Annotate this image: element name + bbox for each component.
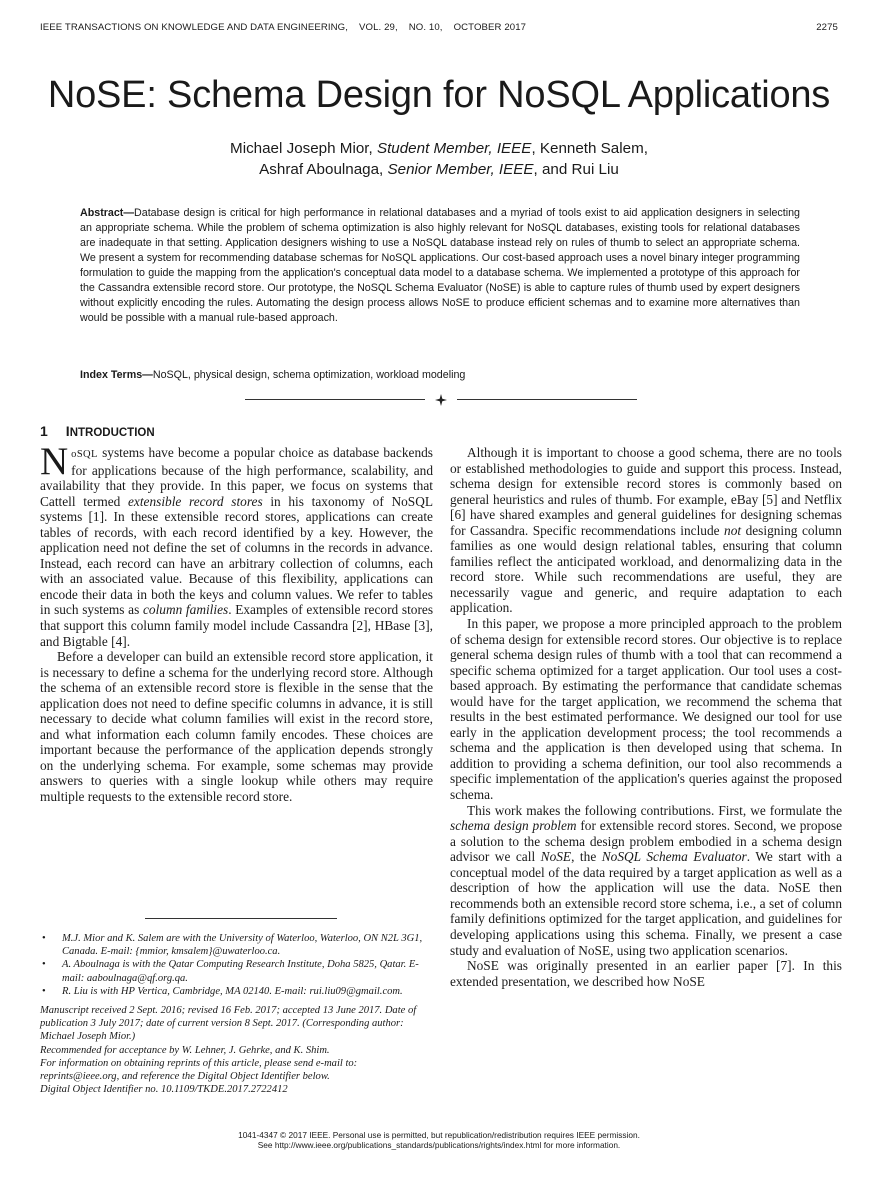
index-terms-text: NoSQL, physical design, schema optimization, workload modeling xyxy=(152,369,466,381)
body-paragraph xyxy=(450,445,842,616)
author-membership: Student Member, IEEE xyxy=(376,140,532,157)
divider-line-right xyxy=(457,399,637,400)
body-text: . Examples of extensible record stores that support this column family model include Cassandra [2], HBase [3], and Bigtable [4]. xyxy=(40,602,434,649)
paper-title: NoSE: Schema Design for NoSQL Applications xyxy=(47,74,831,116)
divider-line-left xyxy=(245,399,425,400)
emphasis: NoSQL Schema Evaluator xyxy=(601,849,747,865)
body-paragraph: NoSE was originally presented in an earlier paper [7]. In this extended presentation, we described how NoSE xyxy=(450,958,842,989)
abstract-label: Abstract— xyxy=(80,207,135,219)
author-name: , Kenneth Salem, xyxy=(531,140,648,157)
index-terms xyxy=(80,368,800,382)
recommended-by: Recommended for acceptance by W. Lehner, J. Gehrke, and K. Shim. xyxy=(40,1044,330,1056)
abstract xyxy=(80,206,800,326)
author-membership: Senior Member, IEEE xyxy=(387,161,534,178)
small-caps-lead: oSQL xyxy=(71,449,98,460)
body-paragraph xyxy=(40,440,434,649)
index-terms-label: Index Terms— xyxy=(80,369,153,381)
bullet-icon: • xyxy=(42,933,46,944)
footnotes xyxy=(40,932,433,1096)
emphasis: schema design problem xyxy=(450,818,577,834)
author-name: , and Rui Liu xyxy=(533,161,619,178)
page-number: 2275 xyxy=(816,22,838,33)
affiliation-item xyxy=(40,958,433,984)
abstract-text: Database design is critical for high performance in relational databases and a myriad of tools exist to aid application designers in selecting an appropriate schema. While the problem of schema optimization is also highly relevant for NoSQL databases, existing tools for relational databases are inadequate in that setting. Application designers wishing to use a NoSQL database instead rely on rules of thumb to select an appropriate schema. We present a system for recommending database schemas for NoSQL applications. Our cost-based approach uses a novel binary integer programming formulation to guide the mapping from the application's conceptual data model to a database schema. We implemented a prototype of this approach for the Cassandra extensible record store. Our prototype, the NoSQL Schema Evaluator (NoSE) is able to capture rules of thumb used by expert designers without explicitly encoding the rules. Automating the design process allows NoSE to produce efficient schemas and to examine more alternatives than would be possible with a manual rule-based approach. xyxy=(80,207,800,324)
reprints-info: For information on obtaining reprints of this article, please send e-mail to: reprints@ieee.org, and reference the Digital Object Identifier below. xyxy=(40,1057,358,1083)
body-paragraph: Before a developer can build an extensible record store application, it is necessary to define a schema for the underlying record store. Although the schema of an extensible record store is flexible in the sense that the application does not need to define specific columns in advance, it is still necessary to decide what column families will exist in the record store, and what information each column family encodes. These choices are important because the performance of the application depends strongly on the underlying schema. For example, some schemas may provide answers to queries with a single lookup while others may require multiple requests to the extensible record store. xyxy=(40,649,433,805)
author-name: Michael Joseph Mior, xyxy=(230,140,377,157)
body-text: , the xyxy=(571,849,602,865)
body-text: Although it is important to choose a good schema, there are no tools or established methodologies to guide and support this process. Instead, schema design for extensible record stores is commonly based on general heuristics and rules of thumb. For example, eBay [5] and Netflix [6] have shared examples and general guidelines for designing schemas for Cassandra. Specific recommendations include xyxy=(450,445,842,538)
body-text: designing column families as one would design relational tables, ensuring that column families reflect the anticipated workload, and denormalizing data in the record store. While such recommendations are useful, they are necessarily vague and generic, and require adaptation to each application. xyxy=(450,522,842,616)
journal-citation: IEEE TRANSACTIONS ON KNOWLEDGE AND DATA ENGINEERING, VOL. 29, NO. 10, OCTOBER 2017 xyxy=(40,22,527,33)
section-title-rest: NTRODUCTION xyxy=(69,427,155,439)
bullet-icon: • xyxy=(42,985,46,997)
body-text: systems have become a popular choice as database backends for applications because of the high performance, scalability, and availability that they provide. In this paper, we focus on systems that Cattell termed xyxy=(40,445,433,509)
affiliation-text: R. Liu is with HP Vertica, Cambridge, MA 02140. E-mail: rui.liu09@gmail.com. xyxy=(62,985,403,997)
body-text: in his taxonomy of NoSQL systems [1]. In these extensible record stores, applications can create tables of records, with each record identified by a key. However, the application need not define the set of columns in the records in advance. Instead, each record can have an arbitrary collection of columns, each with an associated value. Because of this flexibility, applications can encode their data in both the keys and column values. We refer to tables in such systems as xyxy=(40,493,433,618)
body-text: . We start with a conceptual model of the data required by a target application as well as a description of how the application will use the data. NoSE then recommends both an extensible record store schema, i.e., a set of column family definitions optimized for the target application, and guidelines for developing applications using this schema. Finally, we present a case study and evaluation of NoSE, using two application scenarios. xyxy=(450,849,843,958)
bullet-icon: • xyxy=(42,959,46,971)
author-line-1 xyxy=(0,138,878,159)
affiliation-item xyxy=(40,932,433,958)
footnote-rule xyxy=(145,918,337,919)
drop-cap: N xyxy=(40,440,69,483)
section-title-initial: I xyxy=(65,423,70,439)
emphasis: column families xyxy=(142,602,229,618)
manuscript-dates: Manuscript received 2 Sept. 2016; revised 16 Feb. 2017; accepted 13 June 2017. Date of publication 3 July 2017; date of current version 8 Sept. 2017. (Corresponding author: Michael Joseph Mior.) xyxy=(40,1005,417,1043)
author-name: Ashraf Aboulnaga, xyxy=(259,161,388,178)
section-heading xyxy=(40,423,155,439)
copyright-footer xyxy=(0,1130,878,1151)
author-line-2 xyxy=(0,159,878,180)
diamond-ornament-icon xyxy=(435,394,447,406)
doi: Digital Object Identifier no. 10.1109/TKDE.2017.2722412 xyxy=(40,1084,288,1096)
emphasis: NoSE xyxy=(540,849,572,865)
affiliation-item xyxy=(40,985,433,998)
running-header xyxy=(40,22,838,36)
right-column xyxy=(450,445,842,989)
left-column xyxy=(40,440,434,805)
section-number: 1 xyxy=(40,423,48,439)
affiliation-text: M.J. Mior and K. Salem are with the University of Waterloo, Waterloo, ON N2L 3G1, Canada. E-mail: {mmior, kmsalem}@uwaterloo.ca. xyxy=(62,933,423,958)
rights-link-line: See http://www.ieee.org/publications_standards/publications/rights/index.html for more information. xyxy=(257,1140,621,1151)
author-list xyxy=(0,138,878,180)
affiliation-list xyxy=(40,932,433,998)
body-paragraph xyxy=(450,803,842,958)
affiliation-text: A. Aboulnaga is with the Qatar Computing Research Institute, Doha 5825, Qatar. E-mail: aaboulnaga@qf.org.qa. xyxy=(62,959,419,984)
emphasis: not xyxy=(724,522,742,538)
body-paragraph: In this paper, we propose a more principled approach to the problem of schema design for extensible record stores. Our objective is to replace general schema design rules of thumb with a tool that can recommend a specific schema optimized for a target application. Our tool uses a cost-based approach. By estimating the performance that candidate schemas would have for the target application, we recommend the schema that results in the best estimated performance. We designed our tool for use early in the application development process; the tool recommends a schema and the application is then developed using that schema. In addition to providing a schema definition, our tool also recommends a specific implementation of the application's queries against the proposed schema. xyxy=(450,616,842,803)
section-divider xyxy=(245,393,637,407)
emphasis: extensible record stores xyxy=(127,493,263,509)
body-text: for extensible record stores. Second, we propose a solution to the schema design problem embodied in a schema design advisor we call xyxy=(450,818,842,865)
body-text: This work makes the following contributions. First, we formulate the xyxy=(467,802,842,818)
copyright-line: 1041-4347 © 2017 IEEE. Personal use is permitted, but republication/redistribution requires IEEE permission. xyxy=(238,1130,640,1140)
